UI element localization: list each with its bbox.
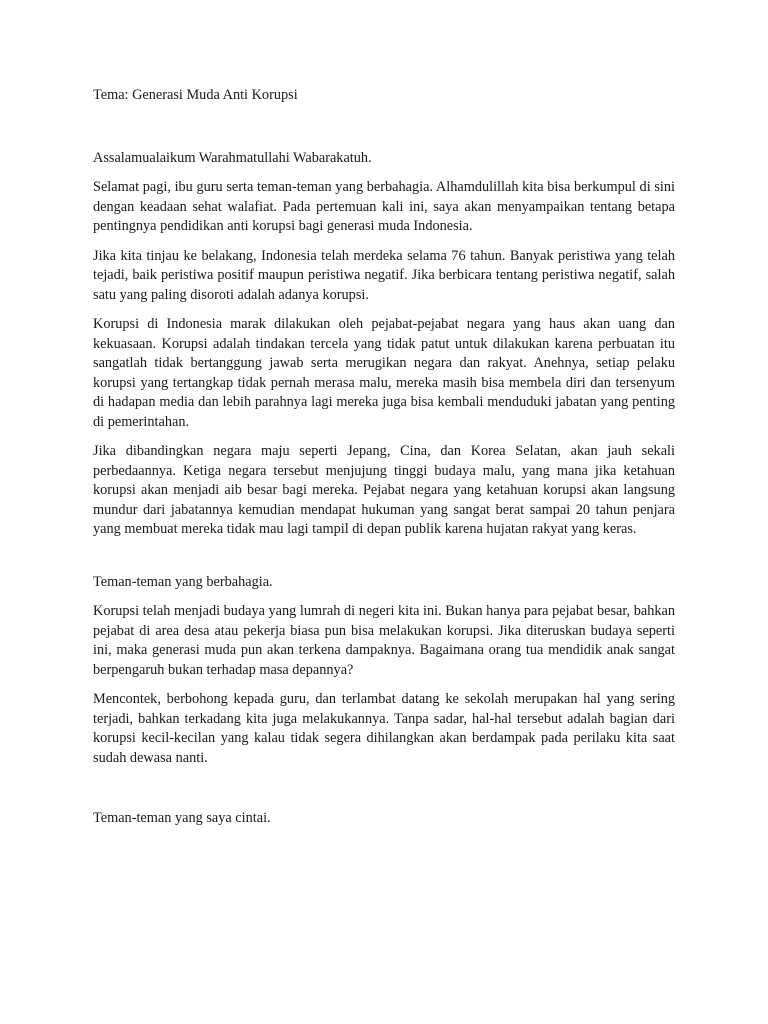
address-cintai: Teman-teman yang saya cintai. — [93, 810, 271, 826]
paragraph-opening: Selamat pagi, ibu guru serta teman-teman yang berbahagia. Alhamdulillah kita bisa berkumpul di sini dengan keadaan sehat walafiat. Pada pertemuan kali ini, saya akan menyampaikan tentang betapa pentingnya pendidikan anti korupsi bagi generasi muda Indonesia. — [93, 179, 675, 234]
paragraph-culture: Korupsi telah menjadi budaya yang lumrah di negeri kita ini. Bukan hanya para pejabat besar, bahkan pejabat di area desa atau pekerja biasa pun bisa melakukan korupsi. Jika diteruskan budaya seperti ini, maka generasi muda pun akan terkena dampaknya. Bagaimana orang tua mendidik anak sangat berpengaruh bukan terhadap masa depannya? — [93, 603, 675, 678]
spacer — [93, 432, 675, 442]
paragraph-small-corruption: Mencontek, berbohong kepada guru, dan terlambat datang ke sekolah merupakan hal yang sering terjadi, bahkan terkadang kita juga melakukannya. Tanpa sadar, hal-hal tersebut adalah bagian dari korupsi kecil-kecilan yang kalau tidak segera dihilangkan akan berdampak pada perilaku kita saat sudah dewasa nanti. — [93, 691, 675, 766]
spacer — [93, 106, 675, 149]
document-theme: Tema: Generasi Muda Anti Korupsi — [93, 87, 298, 103]
spacer — [93, 540, 675, 573]
spacer — [93, 305, 675, 315]
address-berbahagia: Teman-teman yang berbahagia. — [93, 573, 273, 590]
greeting: Assalamualaikum Warahmatullahi Wabarakatuh. — [93, 149, 372, 166]
paragraph-comparison: Jika dibandingkan negara maju seperti Jepang, Cina, dan Korea Selatan, akan jauh sekali perbedaannya. Ketiga negara tersebut menjujung tinggi budaya malu, yang mana jika ketahuan korupsi akan menjadi aib besar bagi mereka. Pejabat negara yang ketahuan korupsi akan langsung mundur dari jabatannya kemudian mendapat hukuman yang sangat berat sampai 20 tahun penjara yang membuat mereka tidak mau lagi tampil di depan publik karena hujatan rakyat yang keras. — [93, 443, 675, 537]
spacer — [93, 168, 675, 178]
paragraph-corruption-indonesia: Korupsi di Indonesia marak dilakukan oleh pejabat-pejabat negara yang haus akan uang dan kekuasaan. Korupsi adalah tindakan tercela yang tidak patut untuk dilakukan karena perbuatan itu sangatlah tidak bertanggung jawab serta merugikan negara dan rakyat. Anehnya, setiap pelaku korupsi yang tertangkap tidak pernah merasa malu, mereka masih bisa membela diri dan tersenyum di hadapan media dan lebih parahnya lagi mereka juga bisa kembali menduduki jabatan yang penting di pemerintahan. — [93, 316, 675, 430]
paragraph-history: Jika kita tinjau ke belakang, Indonesia telah merdeka selama 76 tahun. Banyak peristiwa yang telah tejadi, baik peristiwa positif maupun peristiwa negatif. Jika berbicara tentang peristiwa negatif, salah satu yang paling disoroti adalah adanya korupsi. — [93, 247, 675, 303]
spacer — [93, 680, 675, 690]
spacer — [93, 237, 675, 247]
spacer — [93, 592, 675, 602]
spacer — [93, 768, 675, 809]
